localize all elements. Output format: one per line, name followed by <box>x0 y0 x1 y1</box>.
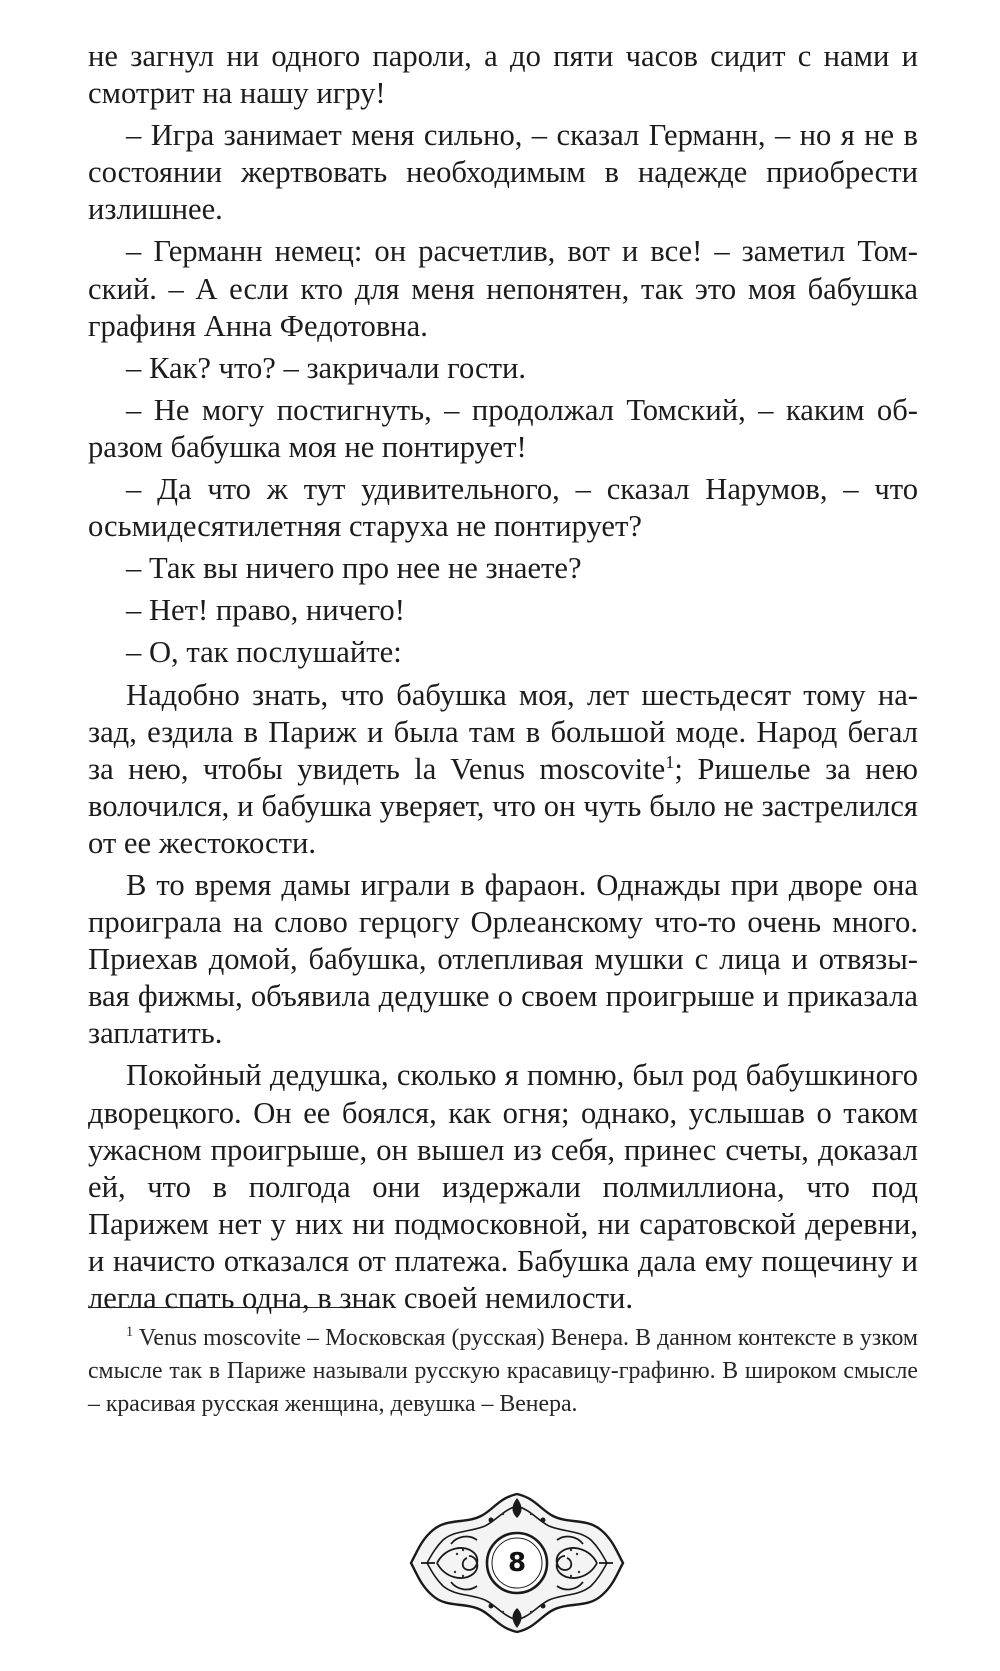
footnote-marker: 1 <box>126 1324 134 1341</box>
paragraph-7: – Так вы ничего про нее не знаете? <box>126 551 582 586</box>
paragraph-3: – Германн немец: он расчетлив, вот и все! – заметил Томский. – А если кто для меня непонятен, так это моя бабушка графиня Анна Федотовна. <box>88 234 918 343</box>
paragraph-1: не загнул ни одного пароли, а до пяти часов сидит с нами и смотрит на нашу игру! <box>88 39 918 111</box>
paragraph-4: – Как? что? – закричали гости. <box>126 350 526 385</box>
paragraph-10-part-2: ; Ришелье за нею волочился, и бабушка уверяет, что он чуть было не застрелился от ее жестокости. <box>88 751 918 860</box>
footnote <box>88 1322 918 1421</box>
footnote-reference: 1 <box>665 751 675 772</box>
page-number-ornament <box>407 1488 627 1638</box>
footnote-divider <box>88 1307 378 1308</box>
paragraph-10 <box>88 677 918 862</box>
paragraph-12: Покойный дедушка, сколько я помню, был род бабушкиного дворецкого. Он ее боялся, как огня; однако, услышав о таком ужасном проигрыше, он вышел из себя, принес счеты, доказал ей, что в полгода они издержали полмиллиона, что под Парижем нет у них ни подмосковной, ни саратовской деревни, и начисто отказался от платежа. Бабушка дала ему пощечину и легла спать одна, в знак своей немилости. <box>88 1058 918 1315</box>
paragraph-10-part-1: Надобно знать, что бабушка моя, лет шестьдесят тому назад, ездила в Париж и была там в большой моде. Народ бегал за нею, чтобы увидеть la Venus moscovite <box>88 677 918 786</box>
main-text <box>88 38 918 1322</box>
paragraph-9: – О, так послушайте: <box>126 635 402 670</box>
paragraph-11: В то время дамы играли в фараон. Однажды при дворе она проиграла на слово герцогу Орлеанскому что-то очень много. Приехав домой, бабушка, отлепливая мушки с лица и отвязывая фижмы, объявила дедушке о своем проигрыше и приказала заплатить. <box>88 867 918 1051</box>
page-number: 8 <box>507 1548 527 1578</box>
paragraph-8: – Нет! право, ничего! <box>126 593 405 628</box>
paragraph-6: – Да что ж тут удивительного, – сказал Нарумов, – что осьмидесятилетняя старуха не понтирует? <box>88 472 918 544</box>
paragraph-2: – Игра занимает меня сильно, – сказал Германн, – но я не в состоянии жертвовать необходимым в надежде приобрести излишнее. <box>88 118 918 227</box>
paragraph-5: – Не могу постигнуть, – продолжал Томский, – каким образом бабушка моя не понтирует! <box>88 392 918 464</box>
footnote-text: Venus moscovite – Московская (русская) Венера. В данном контексте в узком смысле так в Париже называли русскую красавицу-графиню. В широком смысле – красивая русская женщина, девушка – Венера. <box>88 1325 918 1417</box>
